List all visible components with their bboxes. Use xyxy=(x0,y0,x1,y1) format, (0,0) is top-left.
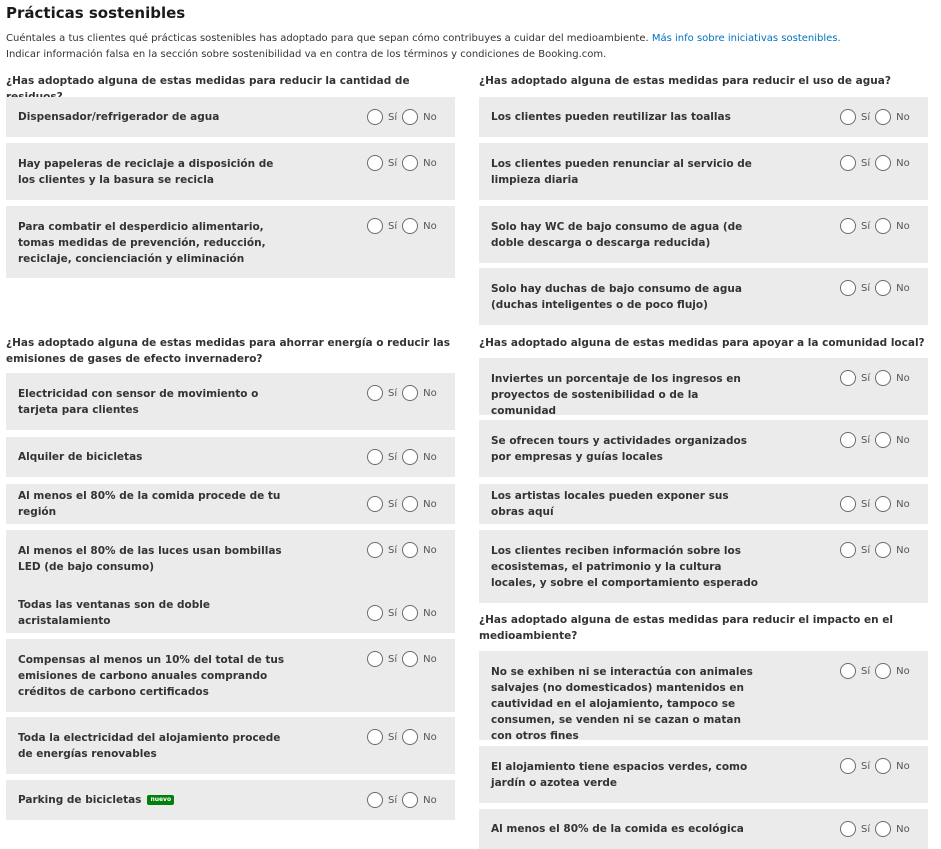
no-radio[interactable] xyxy=(402,651,418,667)
no-label[interactable]: No xyxy=(896,372,910,384)
yes-radio[interactable] xyxy=(367,792,383,808)
question-text: Los clientes pueden reutilizar las toallas xyxy=(491,111,731,123)
yes-radio[interactable] xyxy=(840,496,856,512)
question-text: Compensas al menos un 10% del total de tus emisiones de carbono anuales comprando créditos de carbono certificados xyxy=(18,654,285,698)
question-text: Al menos el 80% de las luces usan bombillas LED (de bajo consumo) xyxy=(18,545,282,573)
yes-no-options xyxy=(840,663,915,679)
question-card xyxy=(479,809,928,849)
intro-line-1: Cuéntales a tus clientes qué prácticas sostenibles has adoptado para que sepan cómo contribuyes a cuidar del medioambiente. xyxy=(6,33,649,44)
yes-radio[interactable] xyxy=(840,542,856,558)
question-text: Alquiler de bicicletas xyxy=(18,451,143,463)
no-radio[interactable] xyxy=(875,663,891,679)
no-label[interactable]: No xyxy=(896,111,910,123)
yes-label[interactable]: Sí xyxy=(388,653,398,665)
yes-radio[interactable] xyxy=(840,370,856,386)
question-label xyxy=(491,143,761,200)
intro-text xyxy=(6,31,926,63)
question-text: Al menos el 80% de la comida procede de tu región xyxy=(18,490,281,518)
question-label xyxy=(491,420,761,477)
question-label xyxy=(491,651,761,740)
question-text: No se exhiben ni se interactúa con animales salvajes (no domesticados) mantenidos en cautividad en el alojamiento, tampoco se consumen, se venden ni se cazan o matan con otros fines xyxy=(491,666,753,742)
yes-no-options xyxy=(840,496,915,512)
no-radio[interactable] xyxy=(875,496,891,512)
yes-no-options xyxy=(840,109,915,125)
yes-label[interactable]: Sí xyxy=(388,111,398,123)
yes-radio[interactable] xyxy=(367,449,383,465)
yes-radio[interactable] xyxy=(367,218,383,234)
yes-radio[interactable] xyxy=(840,758,856,774)
question-label xyxy=(18,780,288,820)
yes-radio[interactable] xyxy=(367,605,383,621)
yes-no-options xyxy=(840,155,915,171)
yes-no-options xyxy=(367,792,442,808)
no-radio[interactable] xyxy=(875,370,891,386)
no-label[interactable]: No xyxy=(423,794,437,806)
question-text: Los clientes reciben información sobre los ecosistemas, el patrimonio y la cultura locales, y sobre el comportamiento esperado xyxy=(491,545,758,589)
no-radio[interactable] xyxy=(402,792,418,808)
yes-no-options xyxy=(840,280,915,296)
question-card xyxy=(479,358,928,415)
no-radio[interactable] xyxy=(875,109,891,125)
section-heading-waste: ¿Has adoptado alguna de estas medidas para reducir la cantidad de xyxy=(6,75,410,87)
question-text: Inviertes un porcentaje de los ingresos en proyectos de sostenibilidad o de la comunidad xyxy=(491,373,741,417)
intro-line-2: Indicar información falsa en la sección sobre sostenibilidad va en contra de los términos y condiciones de Booking.com. xyxy=(6,49,607,60)
yes-radio[interactable] xyxy=(367,542,383,558)
no-radio[interactable] xyxy=(875,218,891,234)
yes-radio[interactable] xyxy=(840,663,856,679)
yes-radio[interactable] xyxy=(840,280,856,296)
question-label xyxy=(18,717,288,774)
yes-no-options xyxy=(840,218,915,234)
section-heading-energy: ¿Has adoptado alguna de estas medidas para ahorrar energía o reducir las emisiones de gases de efecto invernadero? xyxy=(6,337,451,365)
question-label xyxy=(491,268,761,325)
question-text: Parking de bicicletas xyxy=(18,794,142,806)
yes-no-options xyxy=(840,542,915,558)
question-card xyxy=(6,639,455,712)
yes-label[interactable]: Sí xyxy=(861,760,871,772)
yes-no-options xyxy=(367,651,442,667)
yes-label[interactable]: Sí xyxy=(388,794,398,806)
question-label xyxy=(491,809,761,849)
yes-no-options xyxy=(840,432,915,448)
no-label[interactable]: No xyxy=(423,220,437,232)
no-label[interactable]: No xyxy=(423,451,437,463)
question-label xyxy=(18,373,288,430)
no-radio[interactable] xyxy=(402,449,418,465)
yes-no-options xyxy=(840,758,915,774)
section-heading-community: ¿Has adoptado alguna de estas medidas para apoyar a la comunidad local? xyxy=(479,337,925,349)
question-card xyxy=(479,651,928,740)
yes-label[interactable]: Sí xyxy=(861,823,871,835)
question-text: Hay papeleras de reciclaje a disposición de los clientes y la basura se recicla xyxy=(18,158,274,186)
question-text: Toda la electricidad del alojamiento procede de energías renovables xyxy=(18,732,281,760)
yes-label[interactable]: Sí xyxy=(861,157,871,169)
yes-label[interactable]: Sí xyxy=(861,111,871,123)
yes-radio[interactable] xyxy=(840,218,856,234)
question-card xyxy=(479,420,928,477)
yes-label[interactable]: Sí xyxy=(388,607,398,619)
yes-label[interactable]: Sí xyxy=(388,498,398,510)
question-text: Solo hay duchas de bajo consumo de agua (duchas inteligentes o de poco flujo) xyxy=(491,283,742,311)
question-card xyxy=(479,97,928,137)
yes-radio[interactable] xyxy=(367,651,383,667)
yes-label[interactable]: Sí xyxy=(861,372,871,384)
no-radio[interactable] xyxy=(875,155,891,171)
question-card xyxy=(6,780,455,820)
question-card xyxy=(6,717,455,774)
question-label xyxy=(18,97,288,137)
no-radio[interactable] xyxy=(402,155,418,171)
section-heading-impact: ¿Has adoptado alguna de estas medidas para reducir el impacto en el medioambiente? xyxy=(479,614,894,642)
page-title: Prácticas sostenibles xyxy=(6,4,186,22)
question-card xyxy=(479,143,928,200)
no-label[interactable]: No xyxy=(896,665,910,677)
yes-no-options xyxy=(367,729,442,745)
no-radio[interactable] xyxy=(875,758,891,774)
no-radio[interactable] xyxy=(402,218,418,234)
question-label xyxy=(491,358,761,415)
yes-no-options xyxy=(367,496,442,512)
no-radio[interactable] xyxy=(402,729,418,745)
yes-radio[interactable] xyxy=(840,432,856,448)
section-heading-water: ¿Has adoptado alguna de estas medidas para reducir el uso de agua? xyxy=(479,75,891,87)
question-card xyxy=(6,593,455,633)
yes-no-options xyxy=(367,605,442,621)
yes-no-options xyxy=(840,370,915,386)
question-label xyxy=(18,437,288,477)
question-card xyxy=(479,530,928,603)
question-text: Se ofrecen tours y actividades organizados por empresas y guías locales xyxy=(491,435,747,463)
no-label[interactable]: No xyxy=(423,387,437,399)
question-label xyxy=(491,206,761,263)
question-text: Los clientes pueden renunciar al servicio de limpieza diaria xyxy=(491,158,752,186)
yes-radio[interactable] xyxy=(367,385,383,401)
question-card xyxy=(6,143,455,200)
question-label xyxy=(18,143,288,200)
yes-no-options xyxy=(367,449,442,465)
no-label[interactable]: No xyxy=(423,111,437,123)
no-label[interactable]: No xyxy=(423,653,437,665)
yes-no-options xyxy=(840,821,915,837)
no-radio[interactable] xyxy=(402,109,418,125)
question-card xyxy=(6,373,455,430)
yes-no-options xyxy=(367,385,442,401)
yes-label[interactable]: Sí xyxy=(388,220,398,232)
yes-no-options xyxy=(367,109,442,125)
yes-radio[interactable] xyxy=(367,496,383,512)
new-badge: nuevo xyxy=(147,795,174,805)
question-label xyxy=(491,530,761,603)
no-label[interactable]: No xyxy=(423,607,437,619)
yes-radio[interactable] xyxy=(840,109,856,125)
question-card xyxy=(479,268,928,325)
yes-radio[interactable] xyxy=(367,729,383,745)
question-label xyxy=(18,484,288,524)
question-text: Solo hay WC de bajo consumo de agua (de doble descarga o descarga reducida) xyxy=(491,221,743,249)
yes-no-options xyxy=(367,155,442,171)
no-radio[interactable] xyxy=(875,432,891,448)
question-card xyxy=(479,746,928,803)
no-label[interactable]: No xyxy=(423,544,437,556)
no-label[interactable]: No xyxy=(896,760,910,772)
question-card xyxy=(479,484,928,524)
yes-radio[interactable] xyxy=(840,155,856,171)
no-label[interactable]: No xyxy=(896,282,910,294)
question-text: Los artistas locales pueden exponer sus obras aquí xyxy=(491,490,729,518)
yes-label[interactable]: Sí xyxy=(861,220,871,232)
no-radio[interactable] xyxy=(402,385,418,401)
no-radio[interactable] xyxy=(402,605,418,621)
question-label xyxy=(491,746,761,803)
no-label[interactable]: No xyxy=(896,434,910,446)
question-label xyxy=(18,639,288,712)
no-label[interactable]: No xyxy=(896,544,910,556)
yes-label[interactable]: Sí xyxy=(388,451,398,463)
question-card xyxy=(6,437,455,477)
question-label xyxy=(18,593,288,633)
question-text: Dispensador/refrigerador de agua xyxy=(18,111,220,123)
question-text: Todas las ventanas son de doble acristalamiento xyxy=(18,599,210,627)
no-radio[interactable] xyxy=(875,280,891,296)
question-text: Para combatir el desperdicio alimentario, tomas medidas de prevención, reducción, reciclaje, concienciación y eliminación xyxy=(18,221,266,265)
yes-radio[interactable] xyxy=(367,155,383,171)
no-label[interactable]: No xyxy=(423,731,437,743)
yes-no-options xyxy=(367,542,442,558)
yes-label[interactable]: Sí xyxy=(861,434,871,446)
no-radio[interactable] xyxy=(875,542,891,558)
yes-label[interactable]: Sí xyxy=(388,544,398,556)
no-label[interactable]: No xyxy=(896,157,910,169)
yes-label[interactable]: Sí xyxy=(861,544,871,556)
question-card xyxy=(479,206,928,263)
yes-radio[interactable] xyxy=(367,109,383,125)
yes-radio[interactable] xyxy=(840,821,856,837)
no-label[interactable]: No xyxy=(896,220,910,232)
question-label xyxy=(491,97,761,137)
question-text: El alojamiento tiene espacios verdes, como jardín o azotea verde xyxy=(491,761,748,789)
yes-label[interactable]: Sí xyxy=(388,387,398,399)
yes-label[interactable]: Sí xyxy=(861,665,871,677)
no-radio[interactable] xyxy=(402,542,418,558)
question-label xyxy=(491,484,761,524)
no-radio[interactable] xyxy=(875,821,891,837)
question-label xyxy=(18,206,288,278)
yes-no-options xyxy=(367,218,442,234)
yes-label[interactable]: Sí xyxy=(861,498,871,510)
question-text: Al menos el 80% de la comida es ecológica xyxy=(491,823,744,835)
question-card xyxy=(6,484,455,524)
no-radio[interactable] xyxy=(402,496,418,512)
yes-label[interactable]: Sí xyxy=(388,731,398,743)
question-text: Electricidad con sensor de movimiento o tarjeta para clientes xyxy=(18,388,259,416)
yes-label[interactable]: Sí xyxy=(861,282,871,294)
yes-label[interactable]: Sí xyxy=(388,157,398,169)
no-label[interactable]: No xyxy=(896,498,910,510)
no-label[interactable]: No xyxy=(423,157,437,169)
no-label[interactable]: No xyxy=(896,823,910,835)
sustainability-info-link[interactable]: Más info sobre iniciativas sostenibles. xyxy=(651,33,841,44)
no-label[interactable]: No xyxy=(423,498,437,510)
question-card xyxy=(6,97,455,137)
question-card xyxy=(6,206,455,278)
